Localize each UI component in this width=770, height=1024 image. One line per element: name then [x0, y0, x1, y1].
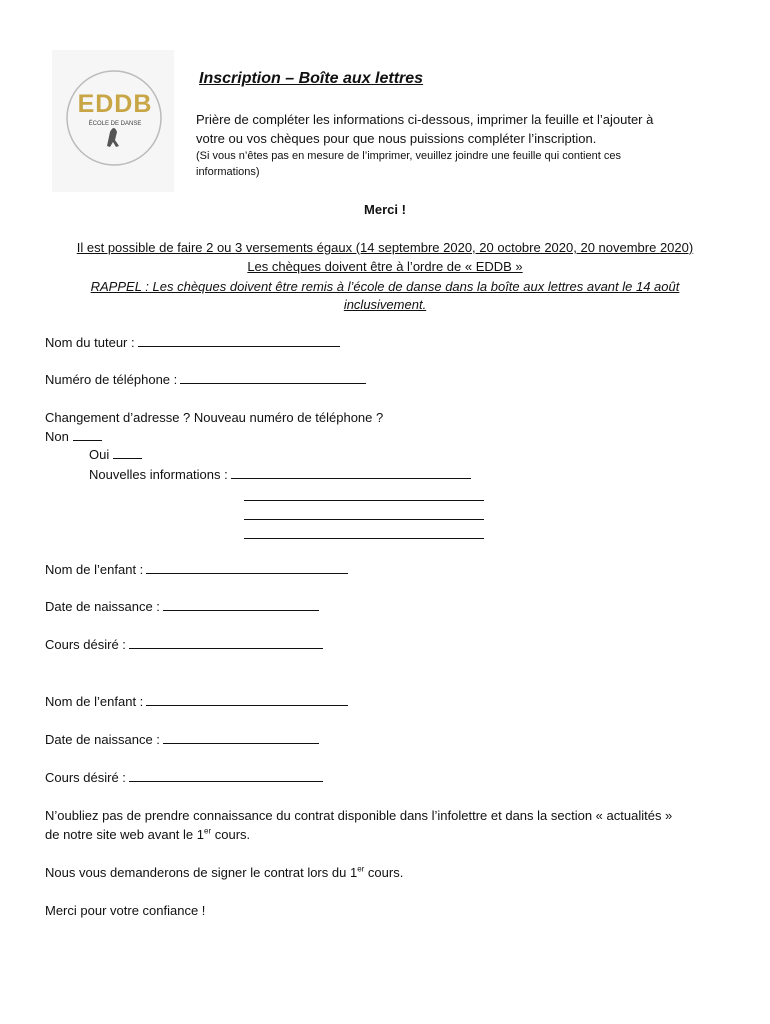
child1-name-label: Nom de l’enfant : — [45, 562, 144, 577]
school-logo — [52, 50, 174, 192]
contract-line-2-sup: er — [204, 826, 212, 836]
sign-line — [45, 864, 403, 882]
new-info-label: Nouvelles informations : — [89, 467, 228, 482]
tuteur-label: Nom du tuteur : — [45, 335, 135, 350]
change-question: Changement d’adresse ? Nouveau numéro de téléphone ? — [45, 410, 384, 425]
rappel-line-2: inclusivement. — [343, 297, 427, 312]
logo-tagline: ÉCOLE DE DANSE — [88, 121, 142, 127]
non-label: Non — [45, 429, 69, 444]
new-info-input-line-3[interactable] — [244, 519, 484, 520]
new-info-field[interactable] — [89, 466, 471, 484]
child2-birth-label: Date de naissance : — [45, 732, 160, 747]
tuteur-input-line[interactable] — [138, 334, 340, 347]
child1-name-field[interactable] — [45, 561, 348, 579]
phone-field[interactable] — [45, 371, 366, 389]
rappel-line-1: RAPPEL : Les chèques doivent être remis à l’école de danse dans la boîte aux lettres avant le 14 août — [90, 279, 680, 294]
child1-course-field[interactable] — [45, 636, 323, 654]
oui-option[interactable] — [89, 446, 142, 464]
sign-line-end: cours. — [364, 865, 404, 880]
child2-birth-field[interactable] — [45, 731, 319, 749]
child2-birth-input-line[interactable] — [163, 731, 319, 744]
contract-line-2-text: de notre site web avant le 1 — [45, 827, 204, 842]
child2-course-label: Cours désiré : — [45, 770, 126, 785]
sign-line-text: Nous vous demanderons de signer le contrat lors du 1 — [45, 865, 358, 880]
payment-dates: Il est possible de faire 2 ou 3 versements égaux (14 septembre 2020, 20 octobre 2020, 20 novembre 2020) — [76, 240, 694, 255]
oui-label: Oui — [89, 447, 110, 462]
child2-name-label: Nom de l’enfant : — [45, 694, 144, 709]
child1-birth-field[interactable] — [45, 598, 319, 616]
child1-name-input-line[interactable] — [146, 561, 348, 574]
child1-birth-label: Date de naissance : — [45, 599, 160, 614]
phone-input-line[interactable] — [180, 371, 366, 384]
page-title: Inscription – Boîte aux lettres — [199, 70, 424, 87]
note-line-1: (Si vous n’êtes pas en mesure de l’imprimer, veuillez joindre une feuille qui contient ces — [196, 150, 621, 162]
contract-line-1: N’oubliez pas de prendre connaissance du contrat disponible dans l’infolettre et dans la section « actualités » — [45, 808, 673, 823]
new-info-input-line-1[interactable] — [231, 466, 471, 479]
non-check-line[interactable] — [73, 428, 102, 441]
note-line-2: informations) — [196, 166, 260, 178]
child2-name-field[interactable] — [45, 693, 348, 711]
logo-brand-text: EDDB — [77, 90, 153, 118]
oui-check-line[interactable] — [113, 446, 142, 459]
payee-line: Les chèques doivent être à l’ordre de « EDDB » — [247, 259, 523, 274]
child2-name-input-line[interactable] — [146, 693, 348, 706]
tuteur-field[interactable] — [45, 334, 340, 352]
thanks-line: Merci pour votre confiance ! — [45, 903, 206, 918]
child2-course-field[interactable] — [45, 769, 323, 787]
contract-line-2 — [45, 826, 250, 844]
intro-line-1: Prière de compléter les informations ci-dessous, imprimer la feuille et l’ajouter à — [196, 112, 654, 127]
child1-course-label: Cours désiré : — [45, 637, 126, 652]
contract-line-2-end: cours. — [211, 827, 251, 842]
child2-course-input-line[interactable] — [129, 769, 323, 782]
child1-birth-input-line[interactable] — [163, 598, 319, 611]
new-info-input-line-4[interactable] — [244, 538, 484, 539]
new-info-input-line-2[interactable] — [244, 500, 484, 501]
non-option[interactable] — [45, 428, 102, 446]
phone-label: Numéro de téléphone : — [45, 372, 178, 387]
merci-heading: Merci ! — [364, 202, 406, 217]
intro-line-2: votre ou vos chèques pour que nous puissions compléter l’inscription. — [196, 131, 597, 146]
child1-course-input-line[interactable] — [129, 636, 323, 649]
sign-line-sup: er — [357, 864, 365, 874]
